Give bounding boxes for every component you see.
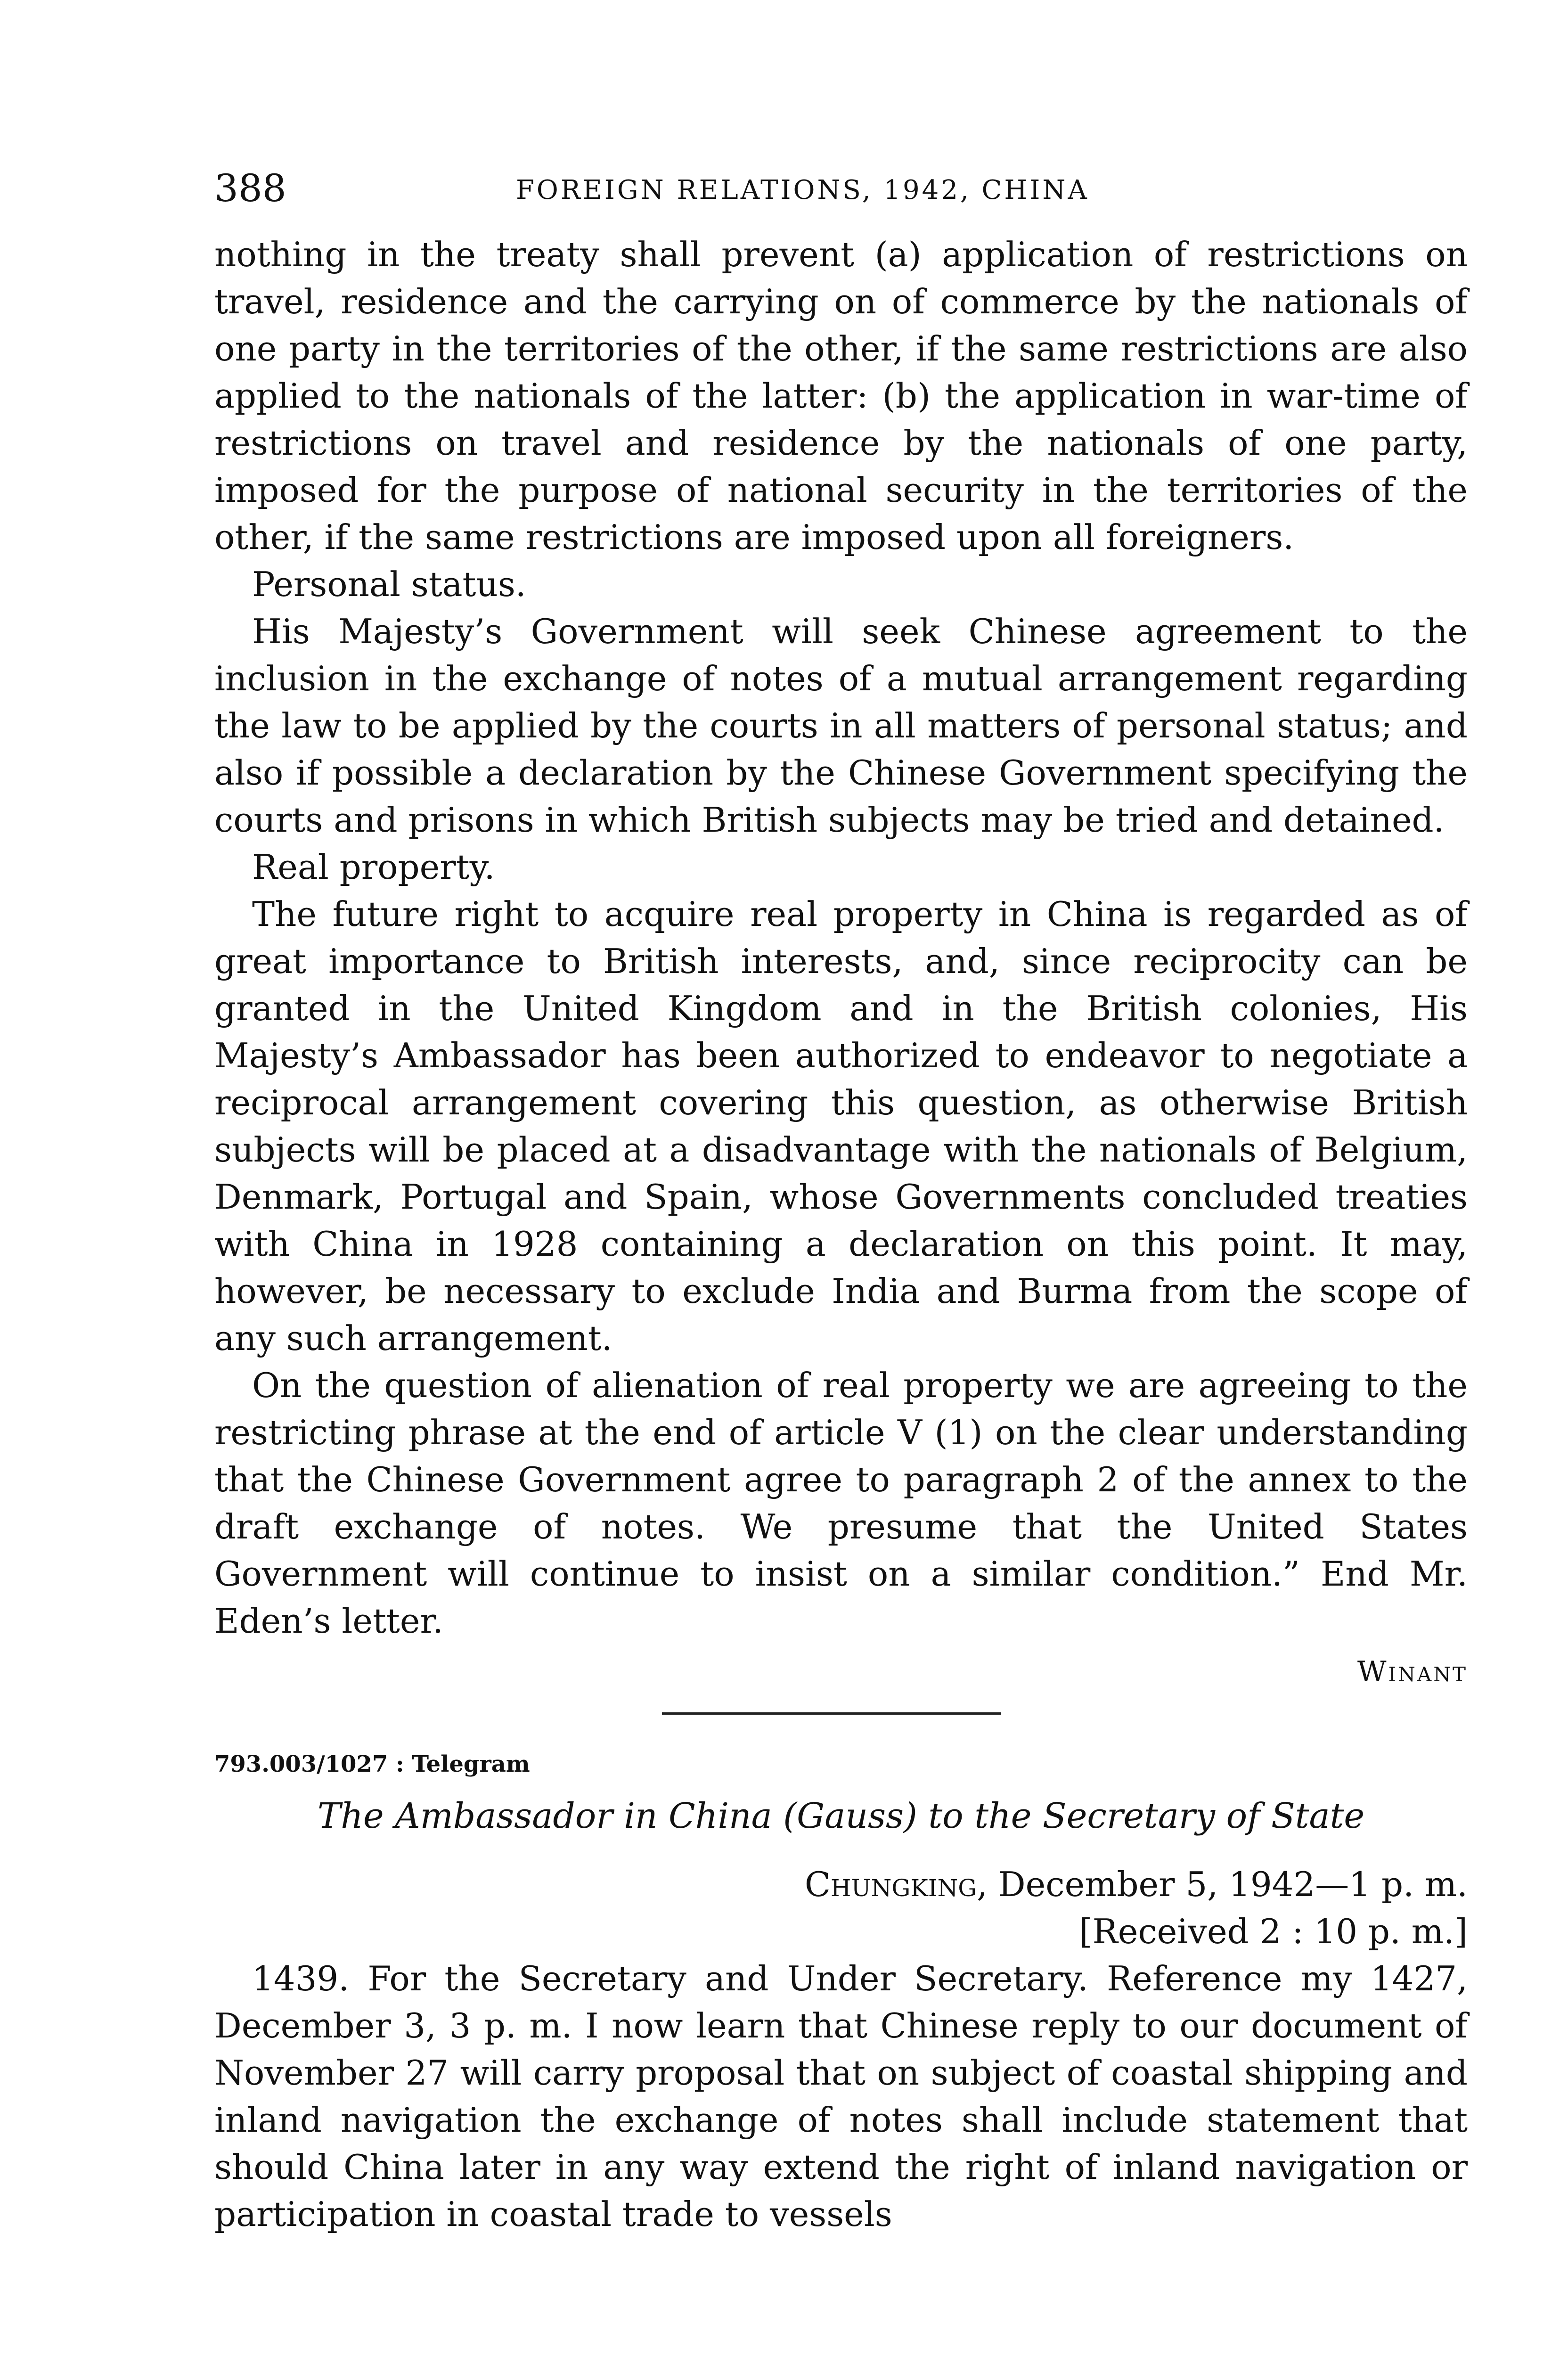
document-page <box>214 165 1468 2238</box>
continuation-paragraph: nothing in the treaty shall prevent (a) application of restrictions on travel, residence and the carrying on of commerce by the nationals of one party in the territories of the other, if the same restrictions are also applied to the nationals of the latter: (b) the application in war-time of restrictions on travel and residence by the nationals of one party, imposed for the purpose of national security in the territories of the other, if the same restrictions are imposed upon all foreigners. <box>214 235 1468 557</box>
dateline <box>214 1861 1468 1908</box>
personal-status-paragraph: His Majesty’s Government will seek Chinese agreement to the inclusion in the exchange of notes of a mutual arrangement regarding the law to be applied by the courts in all matters of personal status; and also if possible a declaration by the Chinese Government specifying the courts and prisons in which British subjects may be tried and detained. <box>214 612 1468 840</box>
running-head: FOREIGN RELATIONS, 1942, CHINA <box>516 175 1089 205</box>
heading-real-property: Real property. <box>252 847 495 887</box>
signature: Winant <box>1357 1655 1468 1688</box>
dateline-place: Chungking <box>804 1865 977 1904</box>
received-time: [Received 2 : 10 p. m.] <box>1079 1912 1468 1951</box>
telegram-paragraph: 1439. For the Secretary and Under Secretary. Reference my 1427, December 3, 3 p. m. I now learn that Chinese reply to our document of November 27 will carry proposal that on subject of coastal shipping and inland navigation the exchange of notes shall include statement that should China later in any way extend the right of inland navigation or participation in coastal trade to vessels <box>214 1959 1468 2234</box>
document-title: The Ambassador in China (Gauss) to the Secretary of State <box>317 1796 1365 1836</box>
page-header <box>214 165 1468 231</box>
telegram-body <box>214 1955 1468 2238</box>
letter-body <box>214 231 1468 1644</box>
file-reference: 793.003/1027 : Telegram <box>214 1751 530 1777</box>
heading-personal-status: Personal status. <box>252 564 526 604</box>
page-number: 388 <box>214 166 286 210</box>
section-divider <box>662 1712 1001 1715</box>
real-property-paragraph: The future right to acquire real property in China is regarded as of great importance to British interests, and, since reciprocity can be granted in the United Kingdom and in the British colonies, His Majesty’s Ambassador has been authorized to endeavor to negotiate a reciprocal arrangement covering this question, as otherwise British subjects will be placed at a disadvantage with the nationals of Belgium, Denmark, Portugal and Spain, whose Governments concluded treaties with China in 1928 containing a declaration on this point. It may, however, be necessary to exclude India and Burma from the scope of any such arrangement. <box>214 894 1468 1358</box>
alienation-paragraph: On the question of alienation of real property we are agreeing to the restricting phrase at the end of article V (1) on the clear understanding that the Chinese Government agree to paragraph 2 of the annex to the draft exchange of notes. We presume that the United States Government will continue to insist on a similar condition.” End Mr. Eden’s letter. <box>214 1366 1468 1641</box>
dateline-date: , December 5, 1942—1 p. m. <box>977 1865 1468 1904</box>
